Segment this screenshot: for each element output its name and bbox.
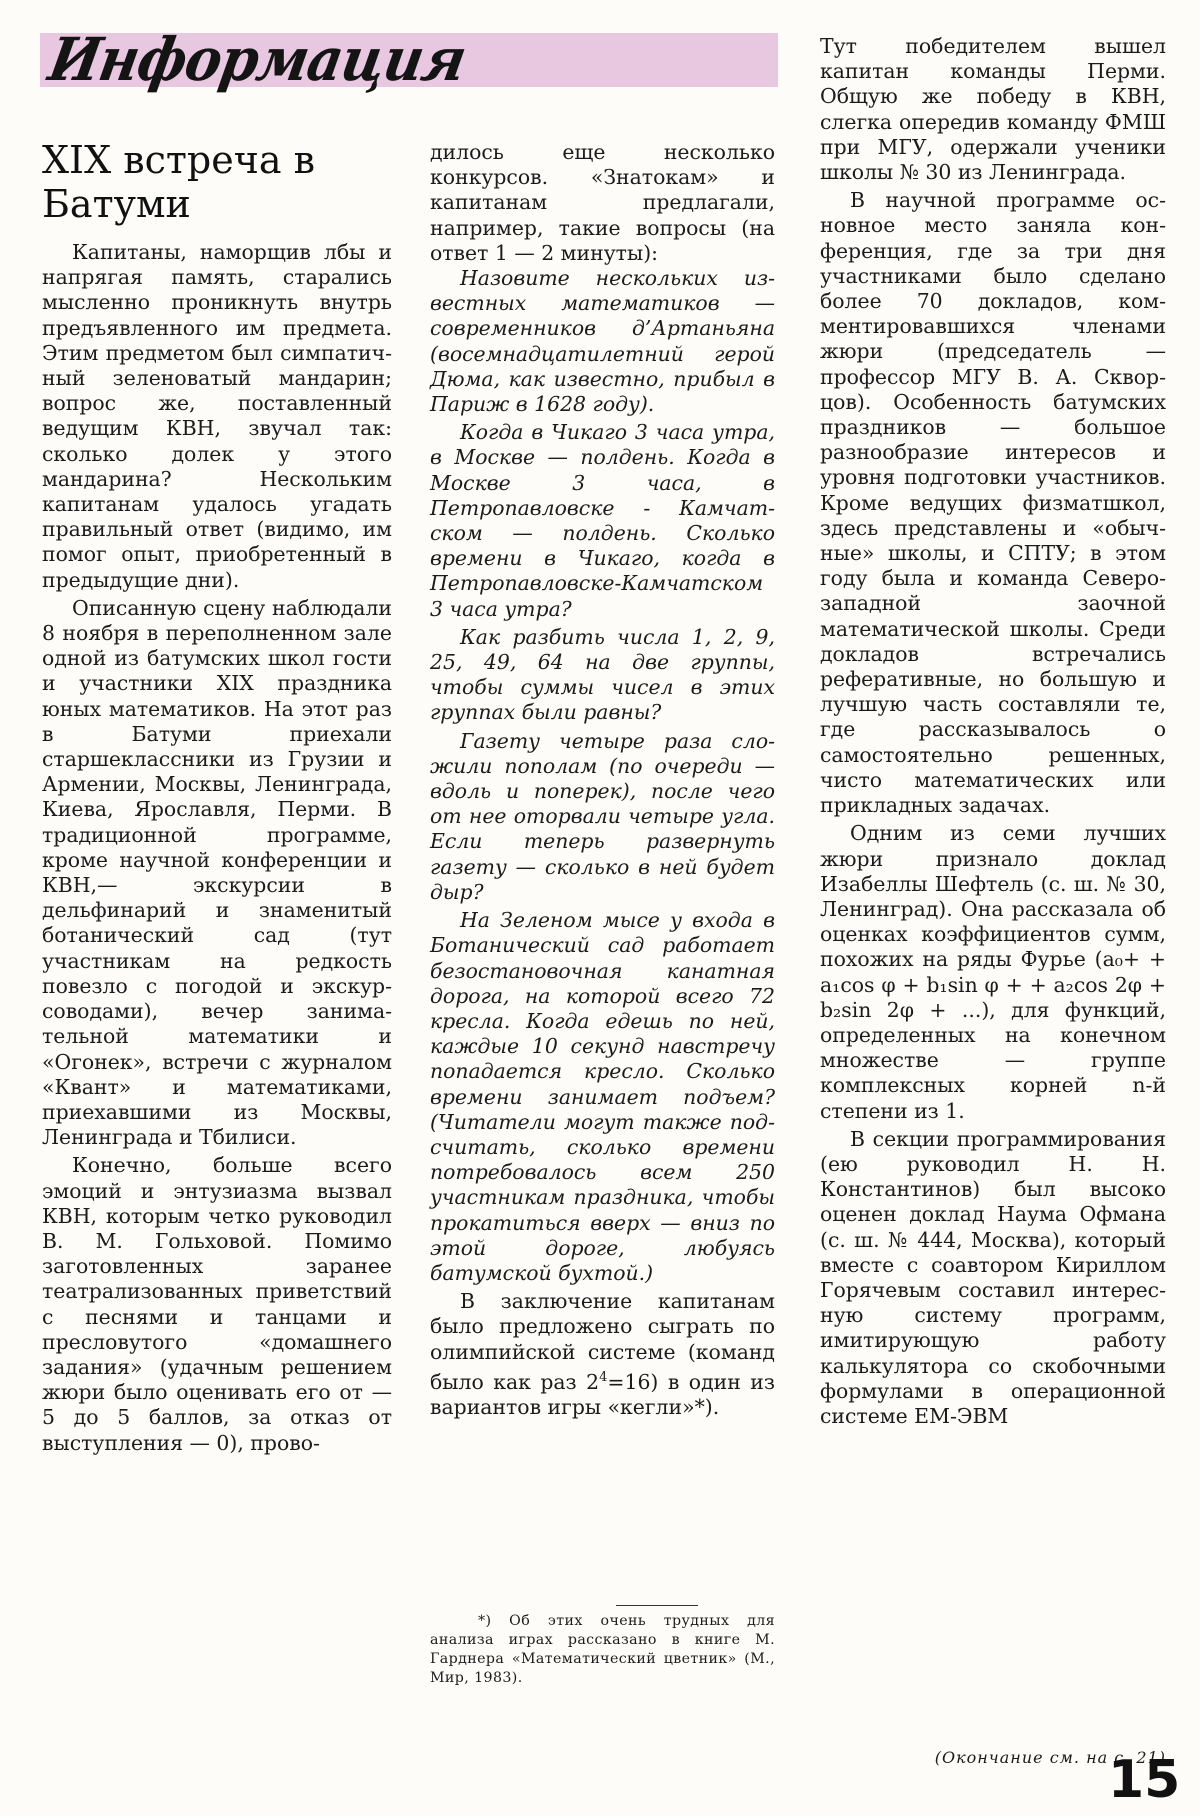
paragraph: В научной программе основное место заняла конференция, где за три дня участниками было сделано более 70 докладов, комментировавшихся членами жюри (председатель — профессор МГУ В. А. Скворцов). Особенность батумских праздников — большое разнообразие интересов и уровня подготовки участников. Кроме ведущих физматшкол, здесь представлены и «обычные» школы, и СПТУ; в этом году была и команда Северо-западной заочной математической школы. Среди докладов встречались реферативные, но большую и лучшую часть составляли те, где рассказывалось о самостоятельно решенных, чисто математических или прикладных задачах. [820, 188, 1166, 818]
paragraph: Описанную сцену наблюдали 8 ноября в переполненном зале одной из батумских школ гости и участники XIX праздника юных математиков. На этот раз в Батуми приехали старшеклассники из Грузии и Армении, Москвы, Ленинграда, Киева, Ярославля, Перми. В традиционной программе, кроме научной конференции и КВН,— экскурсии в дельфинарий и знаменитый ботанический сад (тут участникам на редкость повезло с погодой и экскурсоводами), вечер занимательной математики и «Огонек», встречи с журналом «Квант» и математиками, приехавшими из Москвы, Ленинграда и Тбилиси. [42, 595, 392, 1150]
paragraph [430, 1289, 775, 1420]
paragraph: Одним из семи лучших жюри признало доклад Изабеллы Шефтель (с. ш. № 30, Ленинград). Она рассказала об оценках коэффициентов сумм, похожих на ряды Фурье (a₀+ + a₁cos φ + b₁sin φ + + a₂cos 2φ + b₂sin 2φ + ...), для функций, определенных на конечном множестве — группе комплексных корней n-й степени из 1. [820, 821, 1166, 1123]
column-2 [430, 140, 775, 1420]
footnote-rule [616, 1605, 698, 1606]
footnote-text: *) Об этих очень трудных для анализа играх рассказано в книге М. Гарднера «Математический цветник» (М., Мир, 1983). [430, 1613, 775, 1686]
page-number: 15 [1108, 1750, 1181, 1810]
footnote [430, 1612, 775, 1688]
quiz-question: Назовите нескольких известных математиков — современников д’Артаньяна (восемнадцатилетний герой Дюма, как известно, прибыл в Париж в 1628 году). [430, 266, 775, 417]
quiz-question: На Зеленом мысе у входа в Ботанический сад работает безостановочная канатная дорога, на которой всего 72 кресла. Когда едешь по ней, каждые 10 секунд навстречу попадается кресло. Сколько времени занимает подъем? (Читатели могут также подсчитать, сколько времени потребовалось всем 250 участникам праздника, чтобы прокатиться вверх — вниз по этой дороге, любуясь батумской бухтой.) [430, 908, 775, 1285]
column-3 [820, 34, 1166, 1429]
quiz-question: Газету четыре раза сложили пополам (по очереди — вдоль и поперек), после чего от нее оторвали четыре угла. Если теперь развернуть газету — сколько в ней будет дыр? [430, 728, 775, 904]
rubric-title: Информация [43, 23, 472, 95]
paragraph: дилось еще несколько конкурсов. «Знатокам» и капитанам предлагали, например, такие вопросы (на ответ 1 — 2 минуты): [430, 140, 775, 265]
article-title: XIX встреча в Батуми [42, 138, 315, 226]
paragraph-text: В заключение капитанам было предложено сыграть по олимпийской системе (команд было как раз 2 [430, 1289, 775, 1394]
paragraph-text: =16) в один из вариантов игры «кегли»*). [430, 1369, 775, 1419]
quiz-question: Как разбить числа 1, 2, 9, 25, 49, 64 на две группы, чтобы суммы чисел в этих группах были равны? [430, 624, 775, 725]
paragraph: Конечно, больше всего эмоций и энтузиазма вызвал КВН, которым четко руководил В. М. Гольховой. Помимо заготовленных заранее театрализованных приветствий с песнями и танцами и пресловутого «домашнего задания» (удачным решением жюри было оценивать его от —5 до 5 баллов, за отказ от выступления — 0), прово- [42, 1153, 392, 1455]
paragraph: В секции программирования (ею руководил Н. Н. Константинов) был высоко оценен доклад Наума Офмана (с. ш. № 444, Москва), который вместе с соавтором Кириллом Горячевым составил интересную систему программ, имитирующую работу калькулятора со скобочными формулами в операционной системе ЕМ-ЭВМ [820, 1126, 1166, 1428]
paragraph: Капитаны, наморщив лбы и напрягая память, старались мысленно проникнуть внутрь предъявленного им предмета. Этим предметом был симпатичный зеленоватый мандарин; вопрос же, поставленный ведущим КВН, звучал так: сколько долек у этого мандарина? Нескольким капитанам удалось угадать правильный ответ (видимо, им помог опыт, приобретенный в предыдущие дни). [42, 240, 392, 592]
exponent: 4 [599, 1369, 608, 1385]
paragraph: Тут победителем вышел капитан команды Перми. Общую же победу в КВН, слегка опередив команду ФМШ при МГУ, одержали ученики школы № 30 из Ленинграда. [820, 34, 1166, 185]
column-1 [42, 240, 392, 1456]
quiz-question: Когда в Чикаго 3 часа утра, в Москве — полдень. Когда в Москве 3 часа, в Петропавловске - Камчатском — полдень. Сколько времени в Чикаго, когда в Петропавловске-Камчатском 3 часа утра? [430, 420, 775, 621]
continuation-note: (Окончание см. на с. 21) [934, 1748, 1166, 1767]
